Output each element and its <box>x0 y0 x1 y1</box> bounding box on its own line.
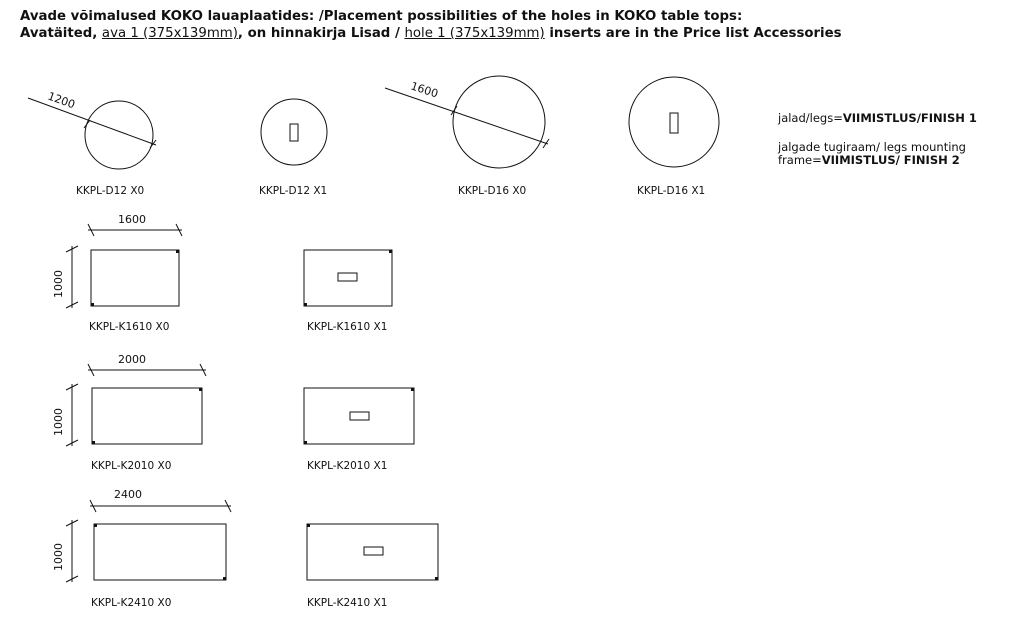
code-kkpl-d16-x1: KKPL-D16 X1 <box>637 185 706 197</box>
diameter-line <box>385 88 548 144</box>
rect-top-outline <box>94 524 226 580</box>
frame-prefix: frame= <box>778 153 822 167</box>
width-label-k2410: 1000 <box>52 543 65 571</box>
round-top-outline <box>261 99 327 165</box>
round-top-outline <box>629 77 719 167</box>
dimension-tick <box>543 139 549 148</box>
insert-hole <box>290 124 298 141</box>
rect-top-outline <box>307 524 438 580</box>
legs-finish-value: VIIMISTLUS/FINISH 1 <box>842 111 977 125</box>
code-kkpl-k2410-x1: KKPL-K2410 X1 <box>307 597 388 609</box>
round-top-outline <box>85 101 153 169</box>
frame-finish-value: VIIMISTLUS/ FINISH 2 <box>821 153 960 167</box>
code-kkpl-k2010-x1: KKPL-K2010 X1 <box>307 460 388 472</box>
rect-top-outline <box>91 250 179 306</box>
code-kkpl-k2010-x0: KKPL-K2010 X0 <box>91 460 172 472</box>
width-label-k1610: 1000 <box>52 270 65 298</box>
code-kkpl-d16-x0: KKPL-D16 X0 <box>458 185 527 197</box>
rect-top-k2410-x0 <box>66 500 231 582</box>
legs-finish-note <box>778 112 977 125</box>
header-line-2-b: , on hinnakirja Lisad / <box>237 26 405 41</box>
rect-top-k2410-x1 <box>307 524 438 580</box>
code-kkpl-k2410-x0: KKPL-K2410 X0 <box>91 597 172 609</box>
width-label-k2010: 1000 <box>52 408 65 436</box>
code-kkpl-k1610-x0: KKPL-K1610 X0 <box>89 321 170 333</box>
round-top-d16-x1 <box>629 77 719 167</box>
length-label-k2010: 2000 <box>118 353 146 366</box>
rect-top-outline <box>304 388 414 444</box>
dimension-tick <box>150 140 156 148</box>
code-kkpl-k1610-x1: KKPL-K1610 X1 <box>307 321 388 333</box>
length-label-k2410: 2400 <box>114 488 142 501</box>
insert-hole <box>350 412 369 420</box>
rect-top-k2010-x1 <box>304 388 414 444</box>
code-kkpl-d12-x0: KKPL-D12 X0 <box>76 185 145 197</box>
rect-top-k1610-x1 <box>304 250 392 306</box>
frame-finish-note <box>778 141 966 167</box>
frame-line-2 <box>778 154 966 167</box>
hole-1-link-et[interactable]: ava 1 (375x139mm) <box>101 26 238 41</box>
legs-prefix: jalad/legs= <box>778 111 843 125</box>
round-top-d12-x1 <box>261 99 327 165</box>
dimension-tick <box>84 120 90 128</box>
rect-top-outline <box>92 388 202 444</box>
rect-top-k2010-x0 <box>66 364 206 446</box>
header-line-2-c: inserts are in the Price list Accessories <box>544 26 842 41</box>
diameter-label-d12: 1200 <box>45 89 77 112</box>
insert-hole <box>670 113 678 133</box>
header-line-1: Avade võimalused KOKO lauaplaatides: /Placement possibilities of the holes in KOKO table tops: <box>20 9 743 24</box>
rect-top-outline <box>304 250 392 306</box>
insert-hole <box>364 547 383 555</box>
insert-hole <box>338 273 357 281</box>
diameter-line <box>28 98 156 145</box>
leg-corner-marks <box>91 250 438 580</box>
rect-top-k1610-x0 <box>66 224 182 308</box>
round-top-d12-x0 <box>28 98 156 169</box>
code-kkpl-d12-x1: KKPL-D12 X1 <box>259 185 328 197</box>
round-top-outline <box>453 76 545 168</box>
hole-1-link-en[interactable]: hole 1 (375x139mm) <box>404 26 545 41</box>
diameter-label-d16: 1600 <box>409 79 440 101</box>
length-label-k1610: 1600 <box>118 213 146 226</box>
frame-line-1: jalgade tugiraam/ legs mounting <box>778 140 966 154</box>
header-line-2-a: Avatäited, <box>20 26 102 41</box>
